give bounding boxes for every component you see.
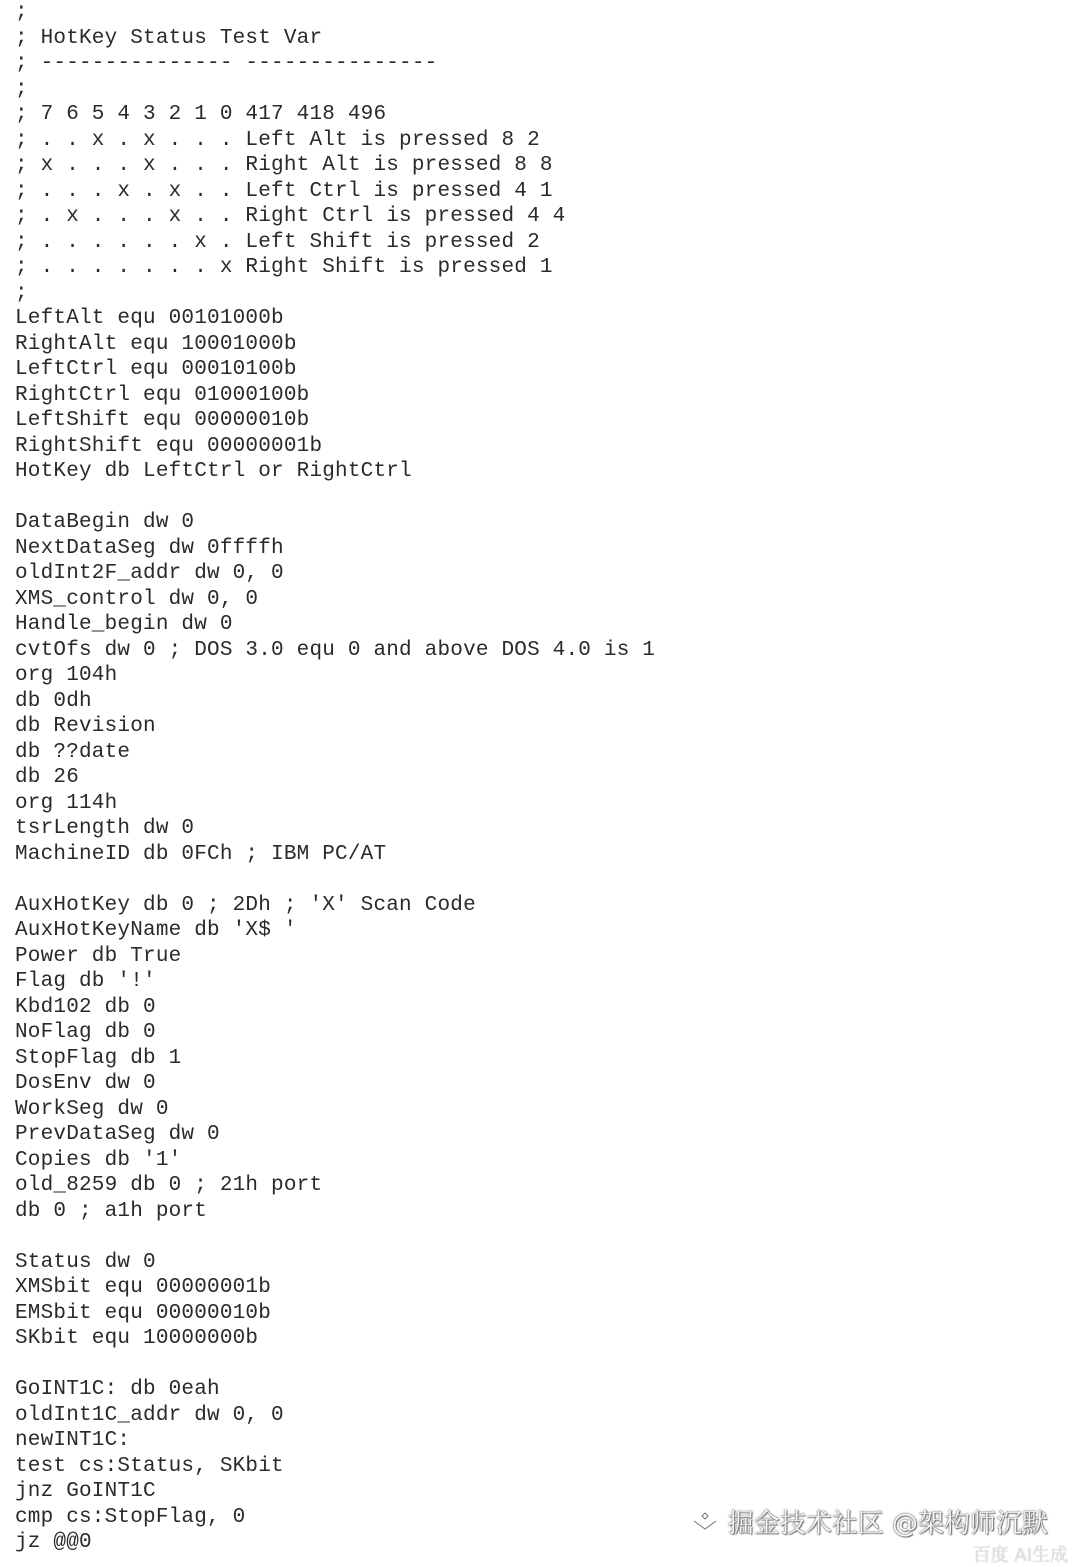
code-line: db Revision: [15, 715, 156, 738]
code-line: GoINT1C: db 0eah: [15, 1378, 220, 1401]
code-line: XMS_control dw 0, 0: [15, 587, 259, 611]
code-line: StopFlag db 1: [15, 1046, 182, 1070]
code-line: org 114h: [15, 791, 118, 815]
code-line: [15, 867, 1065, 893]
code-line: Handle_begin dw 0: [15, 613, 233, 636]
code-line: RightCtrl equ 01000100b: [15, 383, 310, 407]
code-line: ; . x . . . x . . Right Ctrl is pressed 4 4: [15, 205, 566, 228]
code-line: ;: [15, 1, 28, 24]
code-line: EMSbit equ 00000010b: [15, 1301, 272, 1325]
watermark: [690, 1503, 1048, 1540]
code-line: ; . . . . . . . x Right Shift is pressed 1: [15, 256, 553, 279]
code-line: jz @@0: [15, 1531, 92, 1554]
code-line: cmp cs:StopFlag, 0: [15, 1505, 246, 1529]
code-line: DosEnv dw 0: [15, 1072, 156, 1095]
code-line: db ??date: [15, 740, 131, 764]
code-line: jnz GoINT1C: [15, 1480, 156, 1503]
code-line: ; --------------- ---------------: [15, 52, 438, 75]
watermark-sub-text: 百度 AI生成: [972, 1545, 1068, 1566]
code-line: LeftAlt equ 00101000b: [15, 307, 284, 330]
code-line: ; 7 6 5 4 3 2 1 0 417 418 496: [15, 103, 387, 126]
code-line: NextDataSeg dw 0ffffh: [15, 536, 284, 560]
code-line: db 0 ; a1h port: [15, 1199, 208, 1223]
code-line: LeftShift equ 00000010b: [15, 409, 310, 432]
juejin-logo-icon: [690, 1511, 720, 1533]
code-line: HotKey db LeftCtrl or RightCtrl: [15, 460, 412, 483]
code-line: cvtOfs dw 0 ; DOS 3.0 equ 0 and above DOS 4.0 is 1: [15, 638, 656, 662]
code-line: Power db True: [15, 944, 182, 968]
code-line: AuxHotKeyName db 'X$ ': [15, 919, 297, 942]
code-line: db 26: [15, 766, 80, 789]
code-line: ; . . x . x . . . Left Alt is pressed 8 2: [15, 128, 540, 152]
code-line: test cs:Status, SKbit: [15, 1454, 284, 1478]
code-line: PrevDataSeg dw 0: [15, 1123, 220, 1146]
code-line: db 0dh: [15, 689, 92, 713]
code-line: Copies db '1': [15, 1148, 182, 1172]
code-line: tsrLength dw 0: [15, 817, 195, 840]
code-line: ; HotKey Status Test Var: [15, 26, 323, 50]
code-line: old_8259 db 0 ; 21h port: [15, 1174, 323, 1197]
code-line: ;: [15, 281, 28, 305]
code-line: Kbd102 db 0: [15, 995, 156, 1019]
code-line: ; x . . . x . . . Right Alt is pressed 8 8: [15, 154, 553, 177]
code-line: oldInt1C_addr dw 0, 0: [15, 1403, 284, 1427]
code-line: DataBegin dw 0: [15, 511, 195, 534]
watermark-text: 掘金技术社区 @架构师沉默: [727, 1509, 1048, 1539]
code-line: RightShift equ 00000001b: [15, 434, 323, 458]
code-line: SKbit equ 10000000b: [15, 1327, 259, 1350]
code-line: [15, 485, 1065, 511]
code-line: MachineID db 0FCh ; IBM PC/AT: [15, 842, 387, 866]
code-line: ; . . . . . . x . Left Shift is pressed 2: [15, 230, 540, 254]
code-line: Flag db '!': [15, 970, 156, 993]
code-line: Status dw 0: [15, 1250, 156, 1274]
code-line: LeftCtrl equ 00010100b: [15, 358, 297, 381]
code-line: newINT1C:: [15, 1429, 131, 1452]
code-line: [15, 1224, 1065, 1250]
code-listing: [15, 0, 1065, 1556]
code-line: oldInt2F_addr dw 0, 0: [15, 562, 284, 585]
code-line: ; . . . x . x . . Left Ctrl is pressed 4 1: [15, 179, 553, 203]
code-line: XMSbit equ 00000001b: [15, 1276, 272, 1299]
code-line: ;: [15, 77, 28, 101]
code-line: [15, 1352, 1065, 1378]
code-line: AuxHotKey db 0 ; 2Dh ; 'X' Scan Code: [15, 893, 476, 917]
code-line: org 104h: [15, 664, 118, 687]
code-line: WorkSeg dw 0: [15, 1097, 169, 1121]
code-line: RightAlt equ 10001000b: [15, 332, 297, 356]
code-line: NoFlag db 0: [15, 1021, 156, 1044]
